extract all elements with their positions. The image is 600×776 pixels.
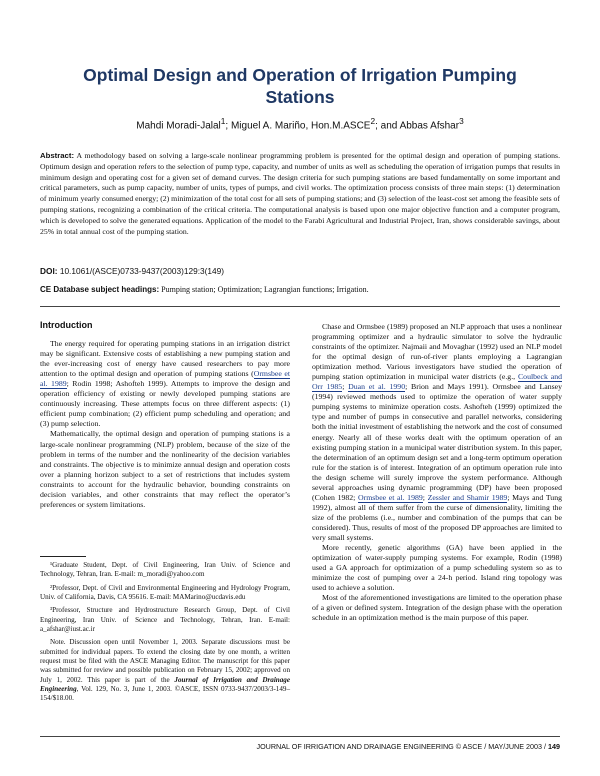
right-column <box>312 322 562 623</box>
section-heading-introduction: Introduction <box>40 320 93 330</box>
author-1: Mahdi Moradi-Jalal <box>136 120 221 132</box>
paragraph: Most of the aforementioned investigations are limited to the operation phase of a given or defined system. Integration of the design phase with the operation schedule in an optimization method is the main purpose of this paper. <box>312 593 562 623</box>
text-run: The energy required for operating pumping stations in an irrigation district may be significant. Extensive costs of establishing a new pumping station and the ever-increasing cost of energy have caused researchers to pay more attention to the optimal design and operation of pumping stations ( <box>40 339 290 379</box>
abstract-label: Abstract: <box>40 151 75 160</box>
text-run: ; Brion and Mays 1991). Ormsbee and Lansey (1994) reviewed methods used to optimize the operation of water supply pumping systems to minimize operation costs. Ashofteh (1999) optimized the type and number of pumps in consecutive and parallel networks, considering both the initial investment of establishing the network and the cost of consumed energy. Nearly all of these works dealt with the optimum operation of an existing pumping station in a municipal water distribution system. In this paper, the determination of an optimum design set and a long-term optimum operation rule for the station is of interest. Integration of an optimum operation rule into the design scheme will surely improve the system performance. Although several approaches using dynamic programming (DP) have been proposed (Cohen 1982; <box>312 382 562 502</box>
paper-title: Optimal Design and Operation of Irrigation Pumping Stations <box>83 65 517 107</box>
text-run: ; Rodin 1998; Ashofteh 1999). Attempts to improve the design and operation efficiency of existing or newly developed pumping stations are continuously increasing. These attempts focus on three different aspects: (1) efficient pump combination; (2) efficient pump scheduling and operation; and (3) pump selection. <box>40 379 291 429</box>
left-column <box>40 320 290 510</box>
paragraph <box>40 339 290 429</box>
author-line <box>40 116 560 131</box>
abstract-text: A methodology based on solving a large-scale nonlinear programming problem is presented for the optimal design and operation of pumping stations. Optimum design and operation refers to the selection of pump type, capacity, and number of units as well as scheduling the operation of irrigation pumps that results in minimum design and operating cost for a given set of demand curves. The design criteria for such pumping stations are based fundamentally on some important and critical parameters, such as pump capacity, number of units, types of pumps, and civil works. The optimization process consists of three main steps: (1) determination of minimum yearly consumed energy; (2) minimization of the total cost for all sets of pumping stations; and (3) selection of the least-cost set among the feasible sets of pumping stations, recognizing a combination of the critical criteria. The computational analysis is based upon one major objective function and a computer program, which is developed to solve the generated equations. Application of the model to the Farabi Agricultural and Industrial Project, Iran, shows considerable savings, about 25% in total annual cost of the pumping station. <box>40 151 561 236</box>
subject-headings-label: CE Database subject headings: <box>40 285 160 294</box>
author-sep: ; and <box>375 120 400 132</box>
footnote-1: ¹Graduate Student, Dept. of Civil Engineering, Iran Univ. of Science and Technology, Tehran, Iran. E-mail: m_moradi@yahoo.com <box>40 561 290 579</box>
citation-link[interactable]: Duan et al. 1990 <box>348 382 406 392</box>
author-sep: ; <box>225 120 231 132</box>
citation-link[interactable]: Ormsbee et al. 1989 <box>40 369 290 389</box>
doi-value[interactable]: 10.1061/(ASCE)0733-9437(2003)129:3(149) <box>59 266 225 276</box>
page-number: 149 <box>548 742 560 751</box>
footnote-divider <box>40 556 86 557</box>
text-run: Note. Discussion open until November 1, 2003. Separate discussions must be submitted for individual papers. To extend the closing date by one month, a written request must be filed with the ASCE Managing Editor. The manuscript for this paper was submitted for review and possible publication on February 15, 2002; approved on July 1, 2002. This paper is part of the <box>40 638 290 684</box>
text-run: ; <box>422 492 428 502</box>
footer-divider <box>40 736 560 737</box>
footnote-2: ²Professor, Dept. of Civil and Environmental Engineering and Hydrology Program, Univ. of California, Davis, CA 95616. E-mail: MAMarino@ucdavis.edu <box>40 583 290 602</box>
paragraph: Mathematically, the optimal design and operation of pumping stations is a large-scale nonlinear programming (NLP) problem, because of the size of the problem in terms of the number and the nonlinearity of the decision variables and constraints. The objective is to minimize annual design and operation costs over a planning horizon subject to a set of restrictions that includes system constraints to account for the hydraulic behavior, bounding constraints on decision variables, and other constraints that may reflect the operator’s preferences or system limitations. <box>40 429 290 509</box>
doi-line <box>40 266 560 276</box>
section-divider <box>40 306 560 307</box>
footnotes <box>40 561 290 704</box>
text-run: Chase and Ormsbee (1989) proposed an NLP approach that uses a nonlinear programming optimizer and a hydraulic simulator to solve the hydraulic constraints of the optimizer. Najmaii and Movaghar (1992) used an NLP model for the optimal design of run-of-river plants employing a Lagrangian optimization method. Various investigators have studied the operation of pumping station optimization in municipal water districts (e.g., <box>312 322 562 382</box>
footnote-3: ³Professor, Structure and Hydrostructure Research Group, Dept. of Civil Engineering, Iran Univ. of Science and Technology, Tehran, Iran. E-mail: a_afshar@iust.ac.ir <box>40 606 290 634</box>
subject-headings <box>40 285 560 294</box>
citation-link[interactable]: Coulbeck and Orr 1985 <box>312 372 562 392</box>
author-3: Abbas Afshar <box>399 120 460 132</box>
doi-label: DOI: <box>40 266 58 276</box>
text-run: ; <box>342 382 349 392</box>
page-footer <box>256 742 560 751</box>
author-3-affil: 3 <box>459 116 464 126</box>
author-2: Miguel A. Mariño, Hon.M.ASCE <box>230 120 371 132</box>
abstract <box>40 151 560 237</box>
journal-name: Journal of Irrigation and Drainage Engineering <box>40 675 290 694</box>
text-run: ; Mays and Tung 1992), almost all of them suffer from the curse of dimensionality, limiting the size of the problems (i.e., number and combination of the pumps that can be considered). Thus, results of most of the proposed DP approaches are limited to very small systems. <box>312 492 562 542</box>
footer-journal: JOURNAL OF IRRIGATION AND DRAINAGE ENGINEERING © ASCE / MAY/JUNE 2003 / <box>256 742 548 751</box>
paragraph: More recently, genetic algorithms (GA) have been applied in the optimization of water-supply pumping systems. For example, Rodin (1998) used a GA approach for optimization of a pump scheduling system so as to minimize the cost of pumping over a 24-h period. Island ring topology was used to achieve a solution. <box>312 543 562 593</box>
paragraph <box>312 322 562 543</box>
subject-headings-value: Pumping station; Optimization; Lagrangian functions; Irrigation. <box>161 285 369 294</box>
citation-link[interactable]: Ormsbee et al. 1989 <box>357 492 423 502</box>
author-2-affil: 2 <box>370 116 376 126</box>
text-run: , Vol. 129, No. 3, June 1, 2003. ©ASCE, ISSN 0733-9437/2003/3-149–154/$18.00. <box>40 685 290 703</box>
author-1-affil: 1 <box>220 116 226 126</box>
discussion-note <box>40 638 290 703</box>
citation-link[interactable]: Zessler and Shamir 1989 <box>427 492 508 502</box>
